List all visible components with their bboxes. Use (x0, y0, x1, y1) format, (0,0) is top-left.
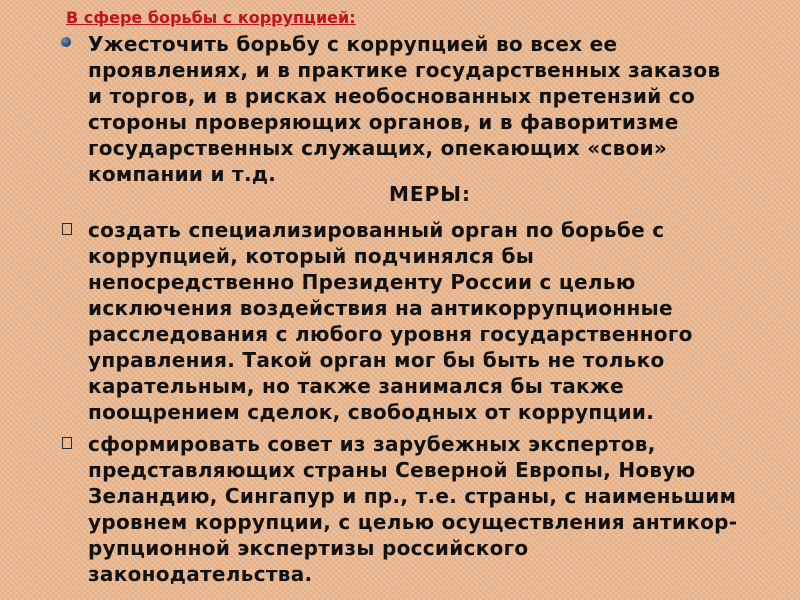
text-line: поощрением сделок, свободных от коррупции. (88, 400, 655, 424)
text-line: управления. Такой орган мог бы быть не только (88, 348, 665, 372)
intro-bullet (60, 31, 790, 187)
text-line: законодательства. (88, 562, 313, 586)
text-line: Ужесточить борьбу с коррупцией во всех ее (88, 32, 618, 56)
text-line: карательным, но также занимался бы также (88, 374, 625, 398)
text-line: коррупцией, который подчинялся бы (88, 244, 535, 268)
text-line: представляющих страны Северной Европы, Новую (88, 458, 696, 482)
text-line: сформировать совет из зарубежных экспертов, (88, 432, 656, 456)
text-line: уровнем коррупции, с целью осуществления антикор- (88, 510, 738, 534)
text-line: государственных служащих, опекающих «свои» (88, 136, 668, 160)
box-bullet-icon (62, 223, 72, 235)
text-line: расследования с любого уровня государственного (88, 322, 693, 346)
dot-bullet-icon (61, 37, 71, 47)
text-line: Зеландию, Сингапур и пр., т.е. страны, с наименьшим (88, 484, 737, 508)
measure-bullet-text (88, 217, 790, 425)
text-line: и торгов, и в рисках необоснованных претензий со (88, 84, 696, 108)
text-line: создать специализированный орган по борьбе с (88, 218, 665, 242)
measure-bullet-2 (60, 431, 790, 587)
intro-bullet-text (88, 31, 790, 187)
measures-title: МЕРЫ: (389, 182, 471, 206)
text-line: проявлениях, и в практике государственных заказов (88, 58, 721, 82)
section-heading: В сфере борьбы с коррупцией: (66, 8, 356, 27)
text-line: стороны проверяющих органов, и в фаворитизме (88, 110, 679, 134)
text-line: исключения воздействия на антикоррупционные (88, 296, 673, 320)
measure-bullet-text (88, 431, 790, 587)
text-line: компании и т.д. (88, 162, 277, 186)
box-bullet-icon (62, 437, 72, 449)
measure-bullet-1 (60, 217, 790, 425)
text-line: непосредственно Президенту России с целью (88, 270, 636, 294)
text-line: рупционной экспертизы российского (88, 536, 529, 560)
